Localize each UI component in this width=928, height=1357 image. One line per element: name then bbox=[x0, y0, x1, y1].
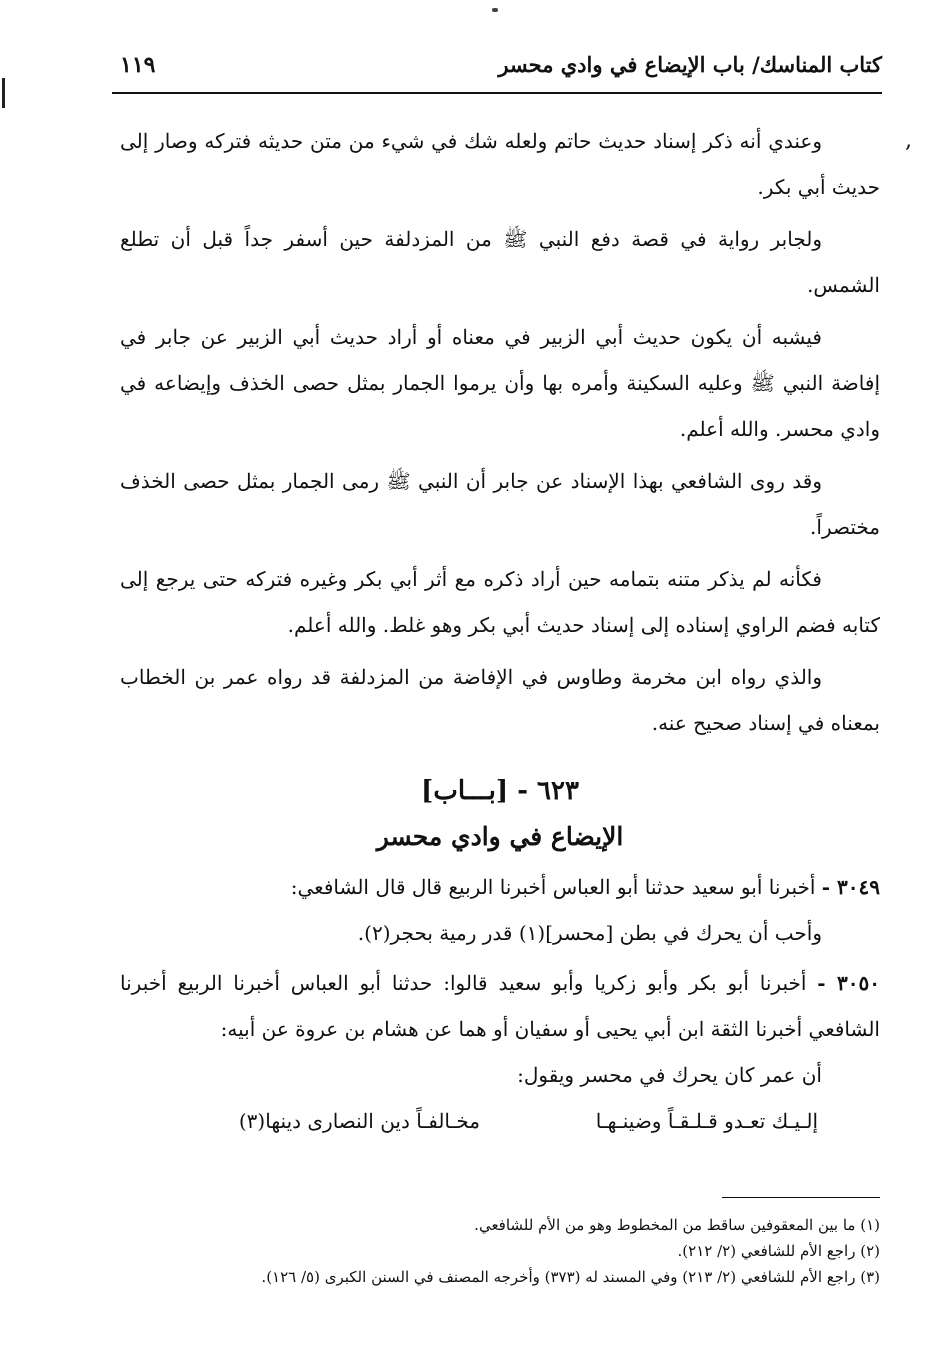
hadith-3050 bbox=[120, 960, 880, 1052]
footnote-2: (٢) راجع الأم للشافعي (٢/ ٢١٢). bbox=[677, 1242, 880, 1260]
page-header bbox=[112, 44, 882, 94]
main-text bbox=[120, 118, 880, 1144]
hadith-3049 bbox=[120, 864, 880, 910]
chapter-heading: ٦٢٣ - [بـــاب] bbox=[421, 776, 579, 806]
running-title: كتاب المناسك/ باب الإيضاع في وادي محسر bbox=[498, 52, 882, 77]
paragraph: فكأنه لم يذكر متنه بتمامه حين أراد ذكره مع أثر أبي بكر وغيره فتركه حتى يرجع إلى كتابه فضم الراوي إسناده إلى إسناد حديث أبي بكر وهو غلط. والله أعلم. bbox=[120, 567, 880, 637]
hadith-number: ٣٠٥٠ - bbox=[817, 971, 880, 995]
scan-mark bbox=[492, 8, 498, 12]
scan-edge-mark bbox=[2, 78, 5, 108]
verse-second-half: مخـالفـاً دين النصارى دينها(٣) bbox=[238, 1109, 480, 1133]
verse-first-half: إلـيـك تعـدو قـلـقـاً وضينـهـا bbox=[595, 1109, 818, 1133]
page-number: ١١٩ bbox=[120, 52, 156, 78]
footnote-1: (١) ما بين المعقوفين ساقط من المخطوط وهو من الأم للشافعي. bbox=[474, 1216, 880, 1234]
hadith-text: أخبرنا أبو سعيد حدثنا أبو العباس أخبرنا الربيع قال قال الشافعي: bbox=[290, 875, 816, 899]
hadith-text: أخبرنا أبو بكر وأبو زكريا وأبو سعيد قالوا: حدثنا أبو العباس أخبرنا الربيع أخبرنا الشافعي أخبرنا الثقة ابن أبي يحيى أو سفيان أو هما عن هشام بن عروة عن أبيه: bbox=[120, 971, 880, 1041]
paragraph: فيشبه أن يكون حديث أبي الزبير في معناه أو أراد حديث أبي الزبير عن جابر في إفاضة النبي ﷺ وعليه السكينة وأمره بها وأن يرموا الجمار بمثل حصى الخذف وإيضاعه في وادي محسر. والله أعلم. bbox=[120, 325, 880, 441]
paragraph: والذي رواه ابن مخرمة وطاوس في الإفاضة من المزدلفة قد رواه عمر بن الخطاب بمعناه في إسناد صحيح عنه. bbox=[120, 665, 880, 735]
paragraph: وقد روى الشافعي بهذا الإسناد عن جابر أن النبي ﷺ رمى الجمار بمثل حصى الخذف مختصراً. bbox=[120, 469, 880, 539]
chapter-title: الإيضاع في وادي محسر bbox=[376, 822, 624, 851]
margin-mark: , bbox=[905, 128, 912, 153]
paragraph: ولجابر رواية في قصة دفع النبي ﷺ من المزدلفة حين أسفر جداً قبل أن تطلع الشمس. bbox=[120, 227, 880, 297]
footnote-3: (٣) راجع الأم للشافعي (٢/ ٢١٣) وفي المسند له (٣٧٣) وأخرجه المصنف في السنن الكبرى (٥/ ١٢٦). bbox=[261, 1268, 880, 1286]
footnotes bbox=[120, 1212, 880, 1290]
hadith-number: ٣٠٤٩ - bbox=[821, 875, 880, 899]
hadith-continuation: وأحب أن يحرك في بطن [محسر](١) قدر رمية بحجر(٢). bbox=[357, 921, 822, 945]
footnote-divider bbox=[722, 1197, 880, 1198]
paragraph: وعندي أنه ذكر إسناد حديث حاتم ولعله شك في شيء من متن حديثه فتركه وصار إلى حديث أبي بكر. bbox=[120, 129, 880, 199]
verse-intro: أن عمر كان يحرك في محسر ويقول: bbox=[517, 1063, 822, 1087]
poetry-verse bbox=[120, 1098, 880, 1144]
